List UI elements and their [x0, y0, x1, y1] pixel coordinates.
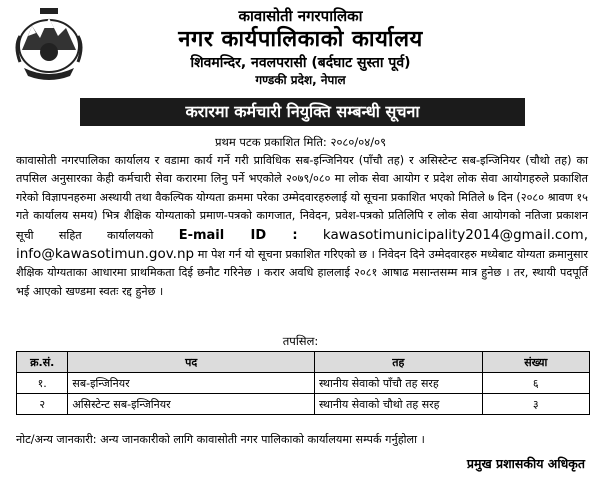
- row-count: ३: [482, 394, 589, 415]
- table-header-row: [17, 352, 590, 373]
- footer-note: नोट/अन्य जानकारी: अन्य जानकारीको लागि कावासोती नगर पालिकाको कार्यालयमा सम्पर्क गर्नुहोला ।: [16, 433, 425, 446]
- row-post: सब-इन्जिनियर: [68, 373, 315, 394]
- row-level: स्थानीय सेवाको चौथो तह सरह: [314, 394, 482, 415]
- office-name: नगर कार्यपालिकाको कार्यालय: [178, 27, 423, 52]
- row-count: ६: [482, 373, 589, 394]
- municipality-name: कावासोती नगरपालिका: [238, 7, 363, 25]
- row-post: असिस्टेन्ट सब-इन्जिनियर: [68, 394, 315, 415]
- province-name: गण्डकी प्रदेश, नेपाल: [255, 73, 346, 87]
- header-serial: क्र.सं.: [17, 352, 68, 373]
- header-post: पद: [68, 352, 315, 373]
- notice-title: करारमा कर्मचारी नियुक्ति सम्बन्धी सूचना: [80, 98, 525, 126]
- row-level: स्थानीय सेवाको पाँचौ तह सरह: [314, 373, 482, 394]
- header-level: तह: [314, 352, 482, 373]
- body-text-part1: कावासोती नगरपालिका कार्यालय र वडामा कार्य गर्ने गरी प्राविधिक सब-इन्जिनियर (पाँचौ तह) र असिस्टेन्ट सब-इन्जिनियर (चौथो तह) का तपसिल अनुसारका केही कर्मचारी सेवा करारमा लिनु पर्ने भएकोले २०७९/०८० मा लोक सेवा आयोग र प्रदेश लोक सेवा आयोगहरुले प्रकाशित गरेको विज्ञापनहरुमा अस्थायी तथा वैकल्पिक योग्यता क्रममा परेका उम्मेदवारहरुलाई यो सूचना प्रकाशित भएको मितिले ७ दिन (२०८० श्रावण १५ गते कार्यालय समय) भित्र शैक्षिक योग्यताको प्रमाण-पत्रको कागजात, निवेदन, प्रवेश-पत्रको प्रतिलिपि र लोक सेवा आयोगको नतिजा प्रकाशन सूची सहित कार्यालयको: [16, 154, 588, 242]
- signatory-title: प्रमुख प्रशासकीय अधिकृत: [466, 456, 585, 471]
- header-count: संख्या: [482, 352, 589, 373]
- table-row: [17, 394, 590, 415]
- publish-date: प्रथम पटक प्रकाशित मिति: २०८०/०४/०९: [214, 135, 387, 149]
- notice-body: [16, 152, 588, 301]
- table-row: [17, 373, 590, 394]
- email-addresses: kawasotimunicipality2014@gmail.com, info@kawasotimun.gov.np: [16, 226, 588, 263]
- row-serial: १.: [17, 373, 68, 394]
- body-text-part2: मा पेश गर्न यो सूचना प्रकाशित गरिएको छ । निवेदन दिने उम्मेदवारहरु मध्येबाट योग्यता क्रमानुसार शैक्षिक योग्यताका आधारमा प्राथमिकता दिई छनौट गरिनेछ । करार अवधि हाललाई २०८१ आषाढ मसान्तसम्म मात्र हुनेछ । तर, स्थायी पदपूर्ति भई आएको खण्डमा स्वतः रद्द हुनेछ ।: [16, 248, 588, 298]
- posts-table: [16, 351, 590, 415]
- email-label: E-mail ID :: [178, 227, 298, 243]
- row-serial: २: [17, 394, 68, 415]
- schedule-label: तपसिल:: [282, 334, 319, 348]
- office-address: शिवमन्दिर, नवलपरासी (बर्दघाट सुस्ता पूर्व): [190, 55, 411, 71]
- letterhead: [0, 6, 601, 88]
